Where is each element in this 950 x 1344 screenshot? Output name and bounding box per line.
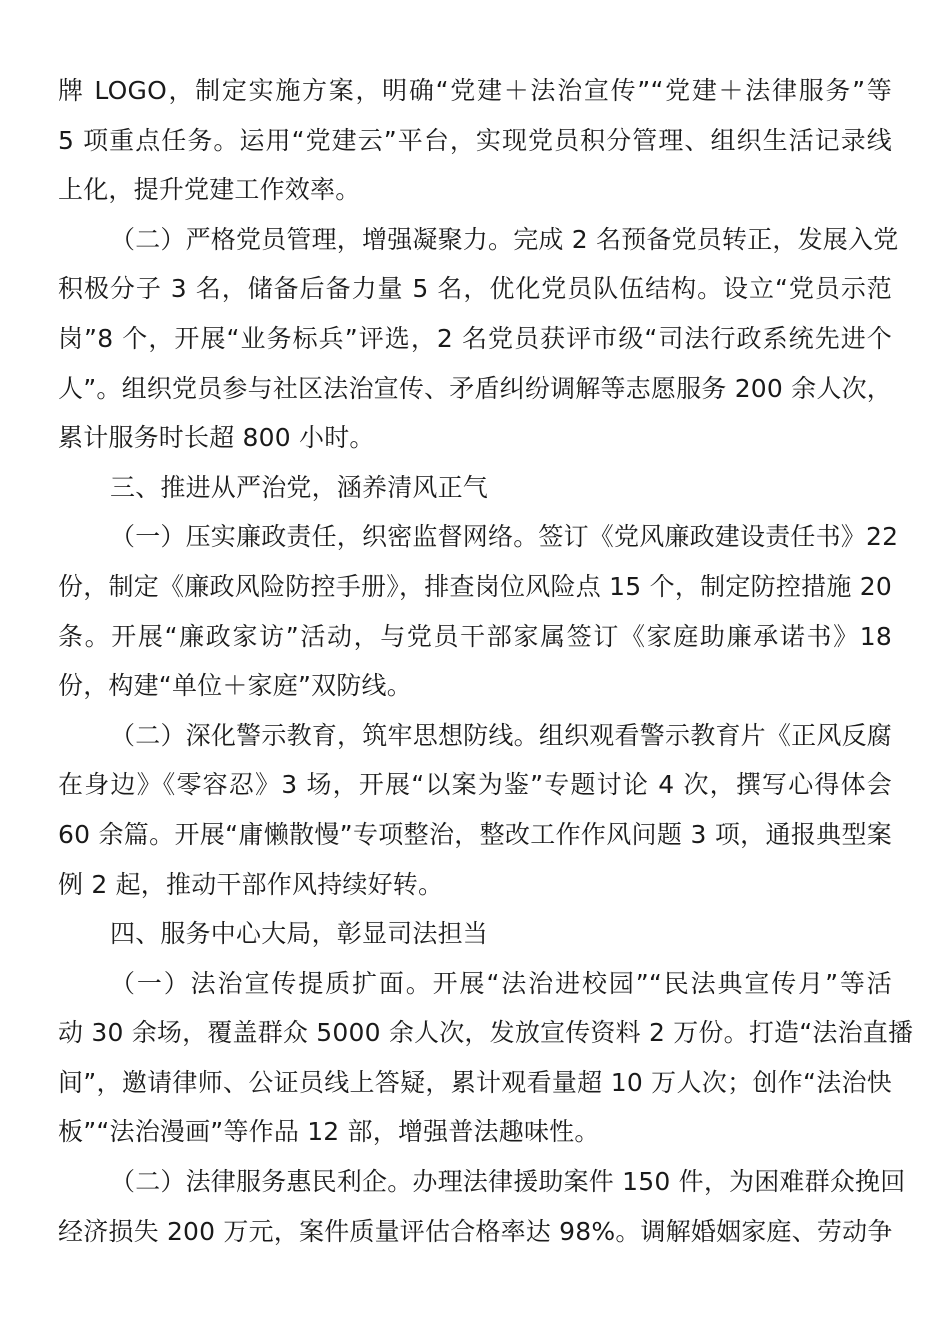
text-line: 积极分子 3 名，储备后备力量 5 名，优化党员队伍结构。设立“党员示范 xyxy=(58,274,892,304)
text-line: 上化，提升党建工作效率。 xyxy=(58,175,361,205)
text-line: 例 2 起，推动干部作风持续好转。 xyxy=(58,869,444,899)
paragraph-start-line: （二）严格党员管理，增强凝聚力。完成 2 名预备党员转正，发展入党 xyxy=(110,224,899,254)
paragraph-start-line: （一）法治宣传提质扩面。开展“法治进校园”“民法典宣传月”等活 xyxy=(110,968,892,998)
text-line: 牌 LOGO，制定实施方案，明确“党建＋法治宣传”“党建＋法律服务”等 xyxy=(58,76,892,105)
text-line: 份，构建“单位＋家庭”双防线。 xyxy=(58,671,412,701)
paragraph-start-line: （二）深化警示教育，筑牢思想防线。组织观看警示教育片《正风反腐 xyxy=(110,720,892,750)
document-body xyxy=(58,66,914,1256)
text-line: 60 余篇。开展“庸懒散慢”专项整治，整改工作作风问题 3 项，通报典型案 xyxy=(58,819,892,849)
text-line: 间”，邀请律师、公证员线上答疑，累计观看量超 10 万人次；创作“法治快 xyxy=(58,1067,892,1097)
text-line: 动 30 余场，覆盖群众 5000 余人次，发放宣传资料 2 万份。打造“法治直播 xyxy=(58,1018,914,1048)
section-heading-4: 四、服务中心大局，彰显司法担当 xyxy=(110,919,489,949)
text-line: 人”。组织党员参与社区法治宣传、矛盾纠纷调解等志愿服务 200 余人次， xyxy=(58,373,892,403)
paragraph-start-line: （一）压实廉政责任，织密监督网络。签订《党风廉政建设责任书》22 xyxy=(110,522,899,552)
text-line: 板”“法治漫画”等作品 12 部，增强普法趣味性。 xyxy=(58,1117,600,1147)
text-line: 条。开展“廉政家访”活动，与党员干部家属签订《家庭助廉承诺书》18 xyxy=(58,621,892,651)
text-line: 经济损失 200 万元，案件质量评估合格率达 98%。调解婚姻家庭、劳动争 xyxy=(58,1216,893,1246)
text-line: 在身边》《零容忍》3 场，开展“以案为鉴”专题讨论 4 次，撰写心得体会 xyxy=(58,770,892,800)
text-line: 岗”8 个，开展“业务标兵”评选，2 名党员获评市级“司法行政系统先进个 xyxy=(58,323,892,353)
text-line: 累计服务时长超 800 小时。 xyxy=(58,423,375,453)
text-line: 份，制定《廉政风险防控手册》，排查岗位风险点 15 个，制定防控措施 20 xyxy=(58,571,892,601)
paragraph-start-line: （二）法律服务惠民利企。办理法律援助案件 150 件，为困难群众挽回 xyxy=(110,1167,906,1197)
text-line: 5 项重点任务。运用“党建云”平台，实现党员积分管理、组织生活记录线 xyxy=(58,125,892,155)
section-heading-3: 三、推进从严治党，涵养清风正气 xyxy=(110,472,489,502)
